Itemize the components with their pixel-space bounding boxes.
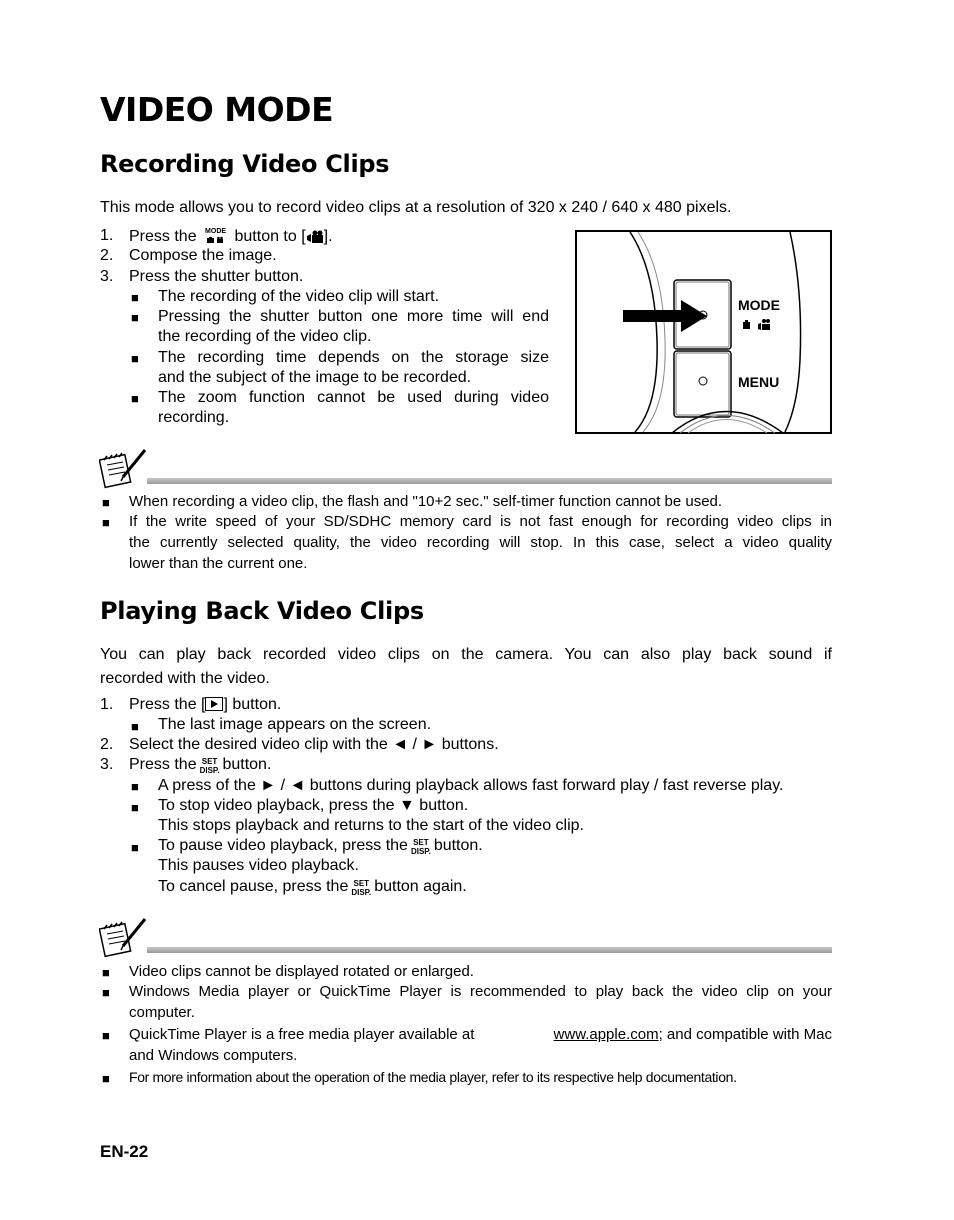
playback-bullet-pause: To pause video playback, press the SET DISP. button. — [158, 837, 483, 856]
bullet-icon: ■ — [131, 779, 139, 794]
page-title: VIDEO MODE — [100, 90, 334, 129]
note-flash: When recording a video clip, the flash and "10+2 sec." self-timer function cannot be used. — [129, 493, 723, 510]
bullet-icon: ■ — [131, 351, 139, 366]
note-quicktime: QuickTime Player is a free media player available at www.apple.com; and compatible with Mac — [129, 1026, 832, 1043]
page-number: EN-22 — [100, 1142, 149, 1161]
step-number: 2. — [100, 247, 114, 264]
bullet-icon: ■ — [102, 985, 110, 1000]
recording-bullet-2: Pressing the shutter button one more time will end — [158, 308, 549, 325]
video-camera-icon — [306, 230, 324, 244]
recording-step-1: Press the MODE button to [ ]. — [129, 228, 333, 245]
recording-bullet-3: The recording time depends on the storage size — [158, 349, 549, 366]
bullet-icon: ■ — [131, 719, 139, 734]
playback-bullet-cancel-pause: To cancel pause, press the SET DISP. button again. — [158, 878, 467, 897]
set-disp-icon: SET DISP. — [199, 757, 220, 775]
playback-button-icon — [205, 697, 223, 711]
step-number: 1. — [100, 227, 114, 244]
note-pad-icon — [99, 916, 149, 958]
mode-label: MODE — [738, 297, 780, 313]
playback-bullet-last-image: The last image appears on the screen. — [158, 716, 432, 733]
note-players-cont: computer. — [129, 1004, 195, 1021]
camera-back-illustration — [575, 230, 832, 434]
playback-step-2: Select the desired video clip with the ◄ / ► buttons. — [129, 736, 499, 753]
bullet-icon: ■ — [131, 800, 139, 815]
note-divider — [147, 478, 832, 484]
step-number: 1. — [100, 696, 114, 713]
recording-intro: This mode allows you to record video clips at a resolution of 320 x 240 / 640 x 480 pixels. — [100, 199, 732, 216]
note-write-speed: If the write speed of your SD/SDHC memory card is not fast enough for recording video clips in — [129, 513, 832, 530]
note-players: Windows Media player or QuickTime Player is recommended to play back the video clip on your — [129, 983, 832, 1000]
playback-bullet-fast-forward: A press of the ► / ◄ buttons during playback allows fast forward play / fast reverse play. — [158, 777, 784, 794]
playback-bullet-pause-cont: This pauses video playback. — [158, 857, 359, 874]
bullet-icon: ■ — [102, 1028, 110, 1043]
step-number: 2. — [100, 736, 114, 753]
section-heading-recording: Recording Video Clips — [100, 150, 390, 178]
set-disp-icon: SET DISP. — [410, 838, 431, 856]
note-rotate: Video clips cannot be displayed rotated or enlarged. — [129, 963, 474, 980]
bullet-icon: ■ — [102, 495, 110, 510]
step-number: 3. — [100, 268, 114, 285]
bullet-icon: ■ — [131, 310, 139, 325]
recording-step-2: Compose the image. — [129, 247, 277, 264]
note-write-speed-cont: the currently selected quality, the video recording will stop. In this case, select a video quality — [129, 534, 832, 551]
mode-button-icon: MODE — [205, 227, 226, 247]
recording-bullet-4-cont: recording. — [158, 409, 230, 426]
note-more-info: For more information about the operation of the media player, refer to its respective help documentation. — [129, 1069, 737, 1085]
playback-intro: You can play back recorded video clips on the camera. You can also play back sound if — [100, 646, 832, 663]
bullet-icon: ■ — [102, 515, 110, 530]
bullet-icon: ■ — [102, 1071, 110, 1086]
playback-intro-cont: recorded with the video. — [100, 670, 270, 687]
note-write-speed-cont2: lower than the current one. — [129, 555, 308, 572]
playback-bullet-stop: To stop video playback, press the ▼ button. — [158, 797, 469, 814]
recording-bullet-4: The zoom function cannot be used during video — [158, 389, 549, 406]
bullet-icon: ■ — [131, 840, 139, 855]
camera-mode-button-figure — [575, 230, 832, 434]
note-quicktime-cont: and Windows computers. — [129, 1047, 298, 1064]
recording-step-3: Press the shutter button. — [129, 268, 304, 285]
bullet-icon: ■ — [102, 965, 110, 980]
playback-step-3: Press the SET DISP. button. — [129, 756, 272, 775]
recording-bullet-2-cont: the recording of the video clip. — [158, 328, 372, 345]
note-pad-icon — [99, 447, 149, 489]
step-number: 3. — [100, 756, 114, 773]
bullet-icon: ■ — [131, 290, 139, 305]
bullet-icon: ■ — [131, 391, 139, 406]
recording-bullet-3-cont: and the subject of the image to be recorded. — [158, 369, 472, 386]
recording-bullet-1: The recording of the video clip will start. — [158, 288, 440, 305]
playback-step-1: Press the [ ] button. — [129, 696, 282, 713]
playback-bullet-stop-cont: This stops playback and returns to the start of the video clip. — [158, 817, 584, 834]
menu-label: MENU — [738, 374, 780, 390]
set-disp-icon: SET DISP. — [351, 879, 372, 897]
apple-link[interactable]: www.apple.com — [553, 1026, 659, 1043]
note-divider — [147, 947, 832, 953]
section-heading-playback: Playing Back Video Clips — [100, 597, 424, 625]
